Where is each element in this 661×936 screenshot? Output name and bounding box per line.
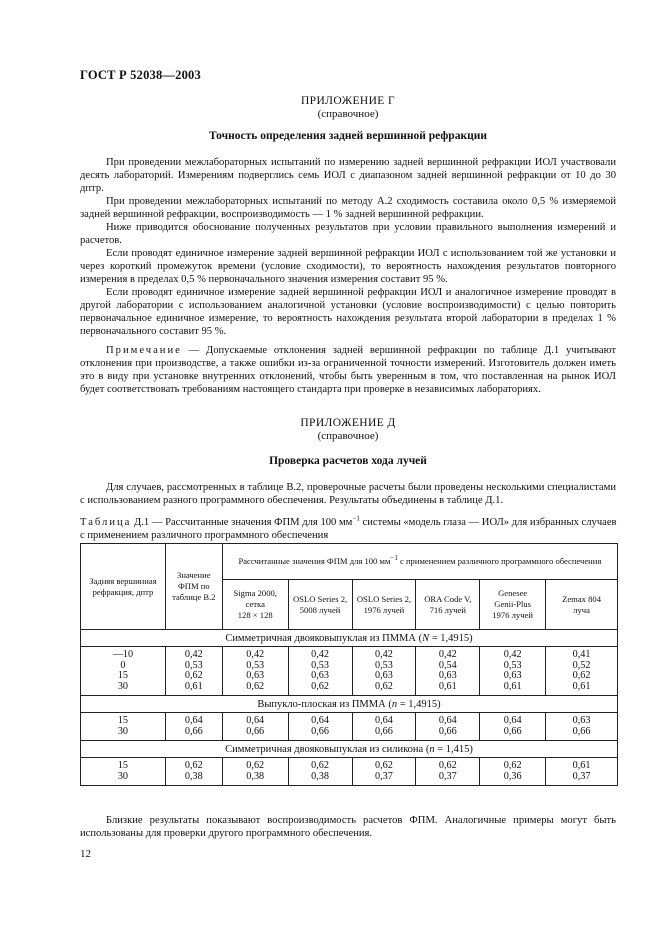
group-data-row bbox=[81, 758, 618, 786]
table-column-cell bbox=[165, 713, 222, 741]
table-column-cell bbox=[222, 758, 288, 786]
table-column-cell bbox=[222, 713, 288, 741]
appendix-g-paragraph-4: Если проводят единичное измерение задней вершинной рефракции ИОЛ с использованием той же установки и через короткий промежуток времени (условие сходимости), то вероятность нахождения результатов повторного измерения в пределах 0,5 % первоначального значения измерения составит 95 %. bbox=[80, 248, 616, 285]
table-cell-value: 15 bbox=[117, 760, 129, 771]
table-cell-value: 0,62 bbox=[311, 680, 329, 692]
header-software-line: Zemax 804 bbox=[562, 593, 601, 604]
table-cell-value: 0,64 bbox=[311, 715, 329, 726]
table-cell-value: 0,62 bbox=[184, 670, 203, 681]
table-cell-value: 0,42 bbox=[503, 649, 522, 660]
appendix-d-title: ПРИЛОЖЕНИЕ Д bbox=[300, 417, 396, 429]
header-software-line: OSLO Series 2, bbox=[356, 593, 412, 604]
table-cell-value: 0,53 bbox=[503, 659, 522, 671]
header-software-6 bbox=[546, 580, 618, 630]
table-cell-value: 0,37 bbox=[375, 770, 393, 782]
table-cell-value: 0,61 bbox=[438, 680, 457, 692]
header-software-line: Genesee bbox=[498, 588, 528, 598]
header-software-line: 1976 лучей bbox=[492, 610, 533, 620]
group-data-row bbox=[81, 713, 618, 741]
header-software-line: 128 × 128 bbox=[237, 610, 273, 620]
table-caption: Таблица Д.1 — Рассчитанные значения ФПМ для 100 $мм^{-1}$ системы «модель глаза — ИОЛ» для избранных случаев с применением различного программного обеспечения bbox=[80, 514, 617, 541]
group-header-row bbox=[81, 696, 618, 713]
appendix-g-paragraph-5: Если проводят единичное измерение задней вершинной рефракции ИОЛ и аналогичное измерение проводят в другой лаборатории с использованием аналогичной установки (условие воспроизводимости) с целью повторить первоначальное единичное измерение, то вероятность нахождения результата второй лаборатории в пределах 1 % первоначального составит 95 %. bbox=[80, 287, 616, 337]
table-cell-value: 0,53 bbox=[184, 659, 203, 671]
table-cell-value: 0,53 bbox=[375, 659, 393, 671]
group-title: Симметричная двояковыпуклая из ПММА (N = 1,4915) bbox=[81, 630, 618, 647]
header-software-line: OSLO Series 2, bbox=[292, 593, 348, 604]
header-software-line: сетка bbox=[245, 599, 265, 609]
table-cell-value: 0,63 bbox=[572, 715, 591, 726]
header-software-4 bbox=[416, 580, 480, 630]
group-title: Выпукло-плоская из ПММА (n = 1,4915) bbox=[81, 696, 618, 713]
table-cell-value: 0,61 bbox=[572, 760, 591, 771]
table-cell-value: 0,62 bbox=[375, 760, 393, 771]
appendix-g-subtitle: (справочное) bbox=[317, 108, 379, 120]
table-column-cell bbox=[352, 647, 416, 696]
table-column-cell bbox=[165, 758, 222, 786]
header-software-2 bbox=[288, 580, 352, 630]
header-software-line: Sigma 2000, bbox=[233, 588, 277, 598]
table-cell-value: 0,63 bbox=[438, 670, 457, 681]
table-cell-value: 0,42 bbox=[375, 649, 393, 660]
table-column-cell bbox=[416, 713, 480, 741]
note-lead: Примечание bbox=[106, 345, 182, 356]
header-software-5 bbox=[480, 580, 546, 630]
table-cell-value: 0,42 bbox=[311, 649, 329, 660]
table-cell-value: 0,38 bbox=[246, 770, 265, 782]
table-cell-value: 0,62 bbox=[572, 670, 591, 681]
table-cell-value: 0,53 bbox=[246, 659, 265, 671]
table-cell-value: 0,66 bbox=[311, 725, 329, 737]
table-cell-value: 0,66 bbox=[246, 725, 265, 737]
table-cell-value: 0,53 bbox=[311, 659, 329, 671]
table-cell-value: 0,41 bbox=[572, 649, 591, 660]
table-column-cell bbox=[288, 647, 352, 696]
header-software-line: 716 лучей bbox=[429, 604, 466, 615]
table-cell-value: 0,62 bbox=[311, 760, 329, 771]
table-column-cell bbox=[416, 647, 480, 696]
fpm-table bbox=[80, 543, 618, 786]
table-cell-value: 0,63 bbox=[246, 670, 265, 681]
table-cell-value: 0,52 bbox=[572, 659, 591, 671]
appendix-g-heading: Точность определения задней вершинной рефракции bbox=[209, 130, 487, 142]
table-column-cell bbox=[546, 713, 618, 741]
group-header-row bbox=[81, 630, 618, 647]
table-cell-value: 0,36 bbox=[503, 770, 522, 782]
header-reference: Значение ФПМ по таблице В.2 bbox=[165, 544, 222, 630]
table-column-cell bbox=[288, 758, 352, 786]
table-column-cell bbox=[480, 758, 546, 786]
table-cell-value: 15 bbox=[117, 670, 129, 681]
table-cell-value: 0,63 bbox=[503, 670, 522, 681]
table-cell-value: 0,64 bbox=[246, 715, 265, 726]
table-column-cell bbox=[352, 713, 416, 741]
group-data-row bbox=[81, 647, 618, 696]
table-cell-value: 0,61 bbox=[184, 680, 203, 692]
table-cell-value: 0,37 bbox=[572, 770, 591, 782]
table-column-cell bbox=[81, 647, 166, 696]
table-cell-value: 0,66 bbox=[375, 725, 393, 737]
table-cell-value: 0,66 bbox=[503, 725, 522, 737]
table-cell-value: 0,62 bbox=[246, 760, 265, 771]
table-cell-value: 0,61 bbox=[572, 680, 591, 692]
table-cell-value: 0,42 bbox=[246, 649, 265, 660]
table-column-cell bbox=[416, 758, 480, 786]
table-column-cell bbox=[222, 647, 288, 696]
table-column-cell bbox=[546, 647, 618, 696]
header-software-1 bbox=[222, 580, 288, 630]
appendix-g-paragraph-2: При проведении межлабораторных испытаний по методу А.2 сходимость составила около 0,5 % измеряемой задней вершинной рефракции, воспроизводимость — 1 % задней вершинной рефракции. bbox=[80, 196, 616, 220]
table-cell-value: 0,64 bbox=[503, 715, 522, 726]
table-cell-value: 0,42 bbox=[184, 649, 203, 660]
table-cell-value: —10 bbox=[112, 649, 134, 660]
table-cell-value: 0,66 bbox=[184, 725, 203, 737]
header-software-line: Genii-Plus bbox=[494, 599, 532, 609]
appendix-d-heading: Проверка расчетов хода лучей bbox=[269, 455, 427, 467]
table-body bbox=[81, 630, 618, 786]
table-cell-value: 0,63 bbox=[311, 670, 329, 681]
table-cell-value: 0,62 bbox=[375, 680, 393, 692]
group-header-row bbox=[81, 741, 618, 758]
appendix-d-paragraph: Для случаев, рассмотренных в таблице В.2, проверочные расчеты были проведены несколькими специалистами с использованием разного программного обеспечения. Результаты объединены в таблице Д.1. bbox=[80, 482, 616, 506]
closing-paragraph: Близкие результаты показывают воспроизводимость расчетов ФПМ. Аналогичные примеры могут быть использованы для проверки другого программного обеспечения. bbox=[80, 815, 616, 839]
table-cell-value: 0,62 bbox=[246, 680, 265, 692]
header-software-line: 1976 лучей bbox=[363, 604, 405, 615]
table-cell-value: 0,42 bbox=[438, 649, 457, 660]
table-cell-value: 0,63 bbox=[375, 670, 393, 681]
page-number: 12 bbox=[80, 848, 91, 860]
table-cell-value: 0,37 bbox=[438, 770, 457, 782]
appendix-g-title: ПРИЛОЖЕНИЕ Г bbox=[300, 95, 396, 107]
header-software-3 bbox=[352, 580, 416, 630]
table-caption-lead: Таблица bbox=[80, 517, 132, 528]
note-text: — Допускаемые отклонения задней вершинной рефракции по таблице Д.1 учитывают отклонения при производстве, а также ошибки из-за ограниченной точности измерений. Изготовитель должен иметь это в виду при установке внутренних отклонений, чтобы быть уверенным в том, что поставленная на рынок ИОЛ будет соответствовать требованиям настоящего стандарта при проверке в независимых лабораториях. bbox=[80, 345, 616, 395]
table-cell-value: 0,64 bbox=[184, 715, 203, 726]
table-cell-value: 30 bbox=[117, 770, 129, 782]
table-column-cell bbox=[480, 713, 546, 741]
standard-header: ГОСТ Р 52038—2003 bbox=[80, 68, 201, 82]
appendix-g-paragraph-1: При проведении межлабораторных испытаний по измерению задней вершинной рефракции ИОЛ участвовали десять лабораторий. Измерениям подверглись семь ИОЛ с диапазоном задней вершинной рефракции от 10 до 30 дптр. bbox=[80, 157, 616, 194]
table-cell-value: 0,66 bbox=[572, 725, 591, 737]
table-cell-value: 0,38 bbox=[311, 770, 329, 782]
table-cell-value: 15 bbox=[117, 715, 129, 726]
header-software-line: 5008 лучей bbox=[299, 604, 341, 615]
table-cell-value: 0,62 bbox=[184, 760, 203, 771]
header-software-line: ORA Code V, bbox=[424, 593, 472, 604]
table-cell-value: 0,62 bbox=[503, 760, 522, 771]
table-cell-value: 0 bbox=[120, 659, 126, 671]
table-column-cell bbox=[480, 647, 546, 696]
group-title: Симметричная двояковыпуклая из силикона (n = 1,415) bbox=[81, 741, 618, 758]
header-calculated: Рассчитанные значения ФПМ для 100 $мм^{-1}$ с применением различного программного обеспечения bbox=[222, 544, 617, 580]
table-cell-value: 0,38 bbox=[184, 770, 203, 782]
table-column-cell bbox=[352, 758, 416, 786]
header-refraction: Задняя вершинная рефракция, дптр bbox=[81, 544, 166, 630]
table-cell-value: 0,61 bbox=[503, 680, 522, 692]
table-cell-value: 0,66 bbox=[438, 725, 457, 737]
header-software-line: луча bbox=[573, 604, 590, 615]
table-cell-value: 30 bbox=[117, 680, 129, 692]
table-column-cell bbox=[546, 758, 618, 786]
appendix-d-subtitle: (справочное) bbox=[317, 430, 379, 442]
table-cell-value: 0,64 bbox=[375, 715, 393, 726]
table-column-cell bbox=[288, 713, 352, 741]
table-column-cell bbox=[165, 647, 222, 696]
table-column-cell bbox=[81, 713, 166, 741]
appendix-g-note bbox=[80, 344, 616, 396]
appendix-g-paragraph-3: Ниже приводится обоснование полученных результатов при условии правильного выполнения измерений и расчетов. bbox=[80, 222, 616, 246]
table-cell-value: 30 bbox=[117, 725, 129, 737]
table-cell-value: 0,64 bbox=[438, 715, 457, 726]
table-cell-value: 0,54 bbox=[438, 659, 457, 671]
table-cell-value: 0,62 bbox=[438, 760, 457, 771]
table-column-cell bbox=[81, 758, 166, 786]
